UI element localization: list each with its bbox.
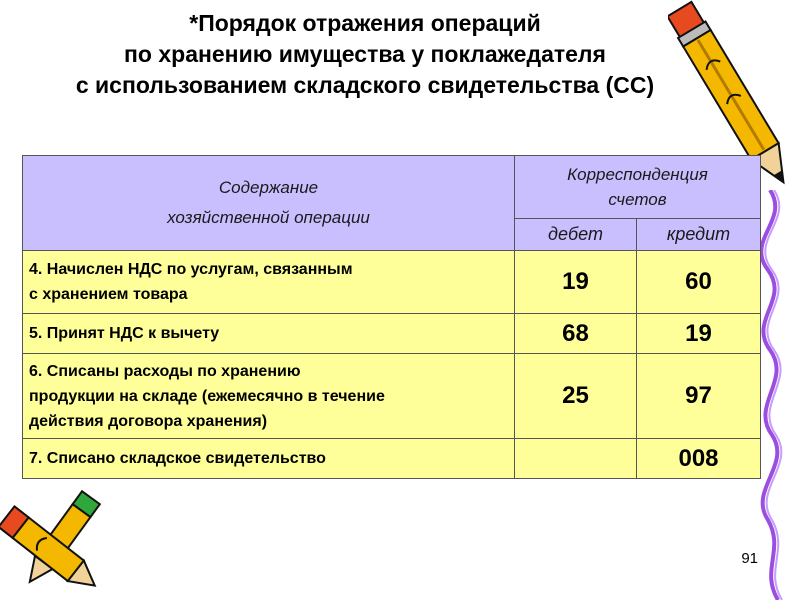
title-line-3: с использованием складского свидетельства (СС) bbox=[75, 72, 655, 98]
credit-cell: 008 bbox=[637, 439, 761, 479]
debit-cell bbox=[515, 439, 637, 479]
operation-description bbox=[23, 354, 515, 439]
description-line: действия договора хранения) bbox=[29, 412, 268, 430]
description-line: 6. Списаны расходы по хранению bbox=[29, 362, 301, 380]
debit-header: дебет bbox=[515, 218, 637, 250]
page-number: 91 bbox=[741, 550, 758, 567]
operations-table bbox=[22, 155, 761, 479]
debit-cell: 68 bbox=[515, 314, 637, 354]
description-line: 4. Начислен НДС по услугам, связанным bbox=[29, 261, 353, 278]
title-line-1: *Порядок отражения операций bbox=[189, 10, 541, 36]
description-line: продукции на складе (ежемесячно в течение bbox=[29, 387, 385, 405]
title-line-2: по хранению имущества у поклажедателя bbox=[124, 41, 606, 67]
table-row bbox=[23, 314, 761, 354]
operation-description bbox=[23, 251, 515, 314]
debit-cell: 19 bbox=[515, 251, 637, 314]
correspondence-header bbox=[515, 156, 761, 219]
description-line: с хранением товара bbox=[29, 286, 188, 303]
credit-header: кредит bbox=[637, 218, 761, 250]
operation-description bbox=[23, 439, 515, 479]
operation-description bbox=[23, 314, 515, 354]
slide-title bbox=[0, 8, 730, 101]
table-row bbox=[23, 354, 761, 439]
table-row bbox=[23, 251, 761, 314]
content-header-line-2: хозяйственной операции bbox=[167, 208, 370, 227]
content-header-line-1: Содержание bbox=[218, 178, 319, 197]
credit-cell: 19 bbox=[637, 314, 761, 354]
description-line: 7. Списано складское свидетельство bbox=[29, 450, 326, 467]
credit-cell: 60 bbox=[637, 251, 761, 314]
description-line: 5. Принят НДС к вычету bbox=[29, 325, 220, 342]
operation-content-header bbox=[23, 156, 515, 251]
correspondence-header-line-2: счетов bbox=[608, 189, 667, 209]
debit-cell: 25 bbox=[515, 354, 637, 439]
pencils-icon bbox=[0, 482, 125, 600]
table-header-row bbox=[23, 156, 761, 219]
credit-cell: 97 bbox=[637, 354, 761, 439]
table-row bbox=[23, 439, 761, 479]
correspondence-header-line-1: Корреспонденция bbox=[567, 164, 708, 184]
